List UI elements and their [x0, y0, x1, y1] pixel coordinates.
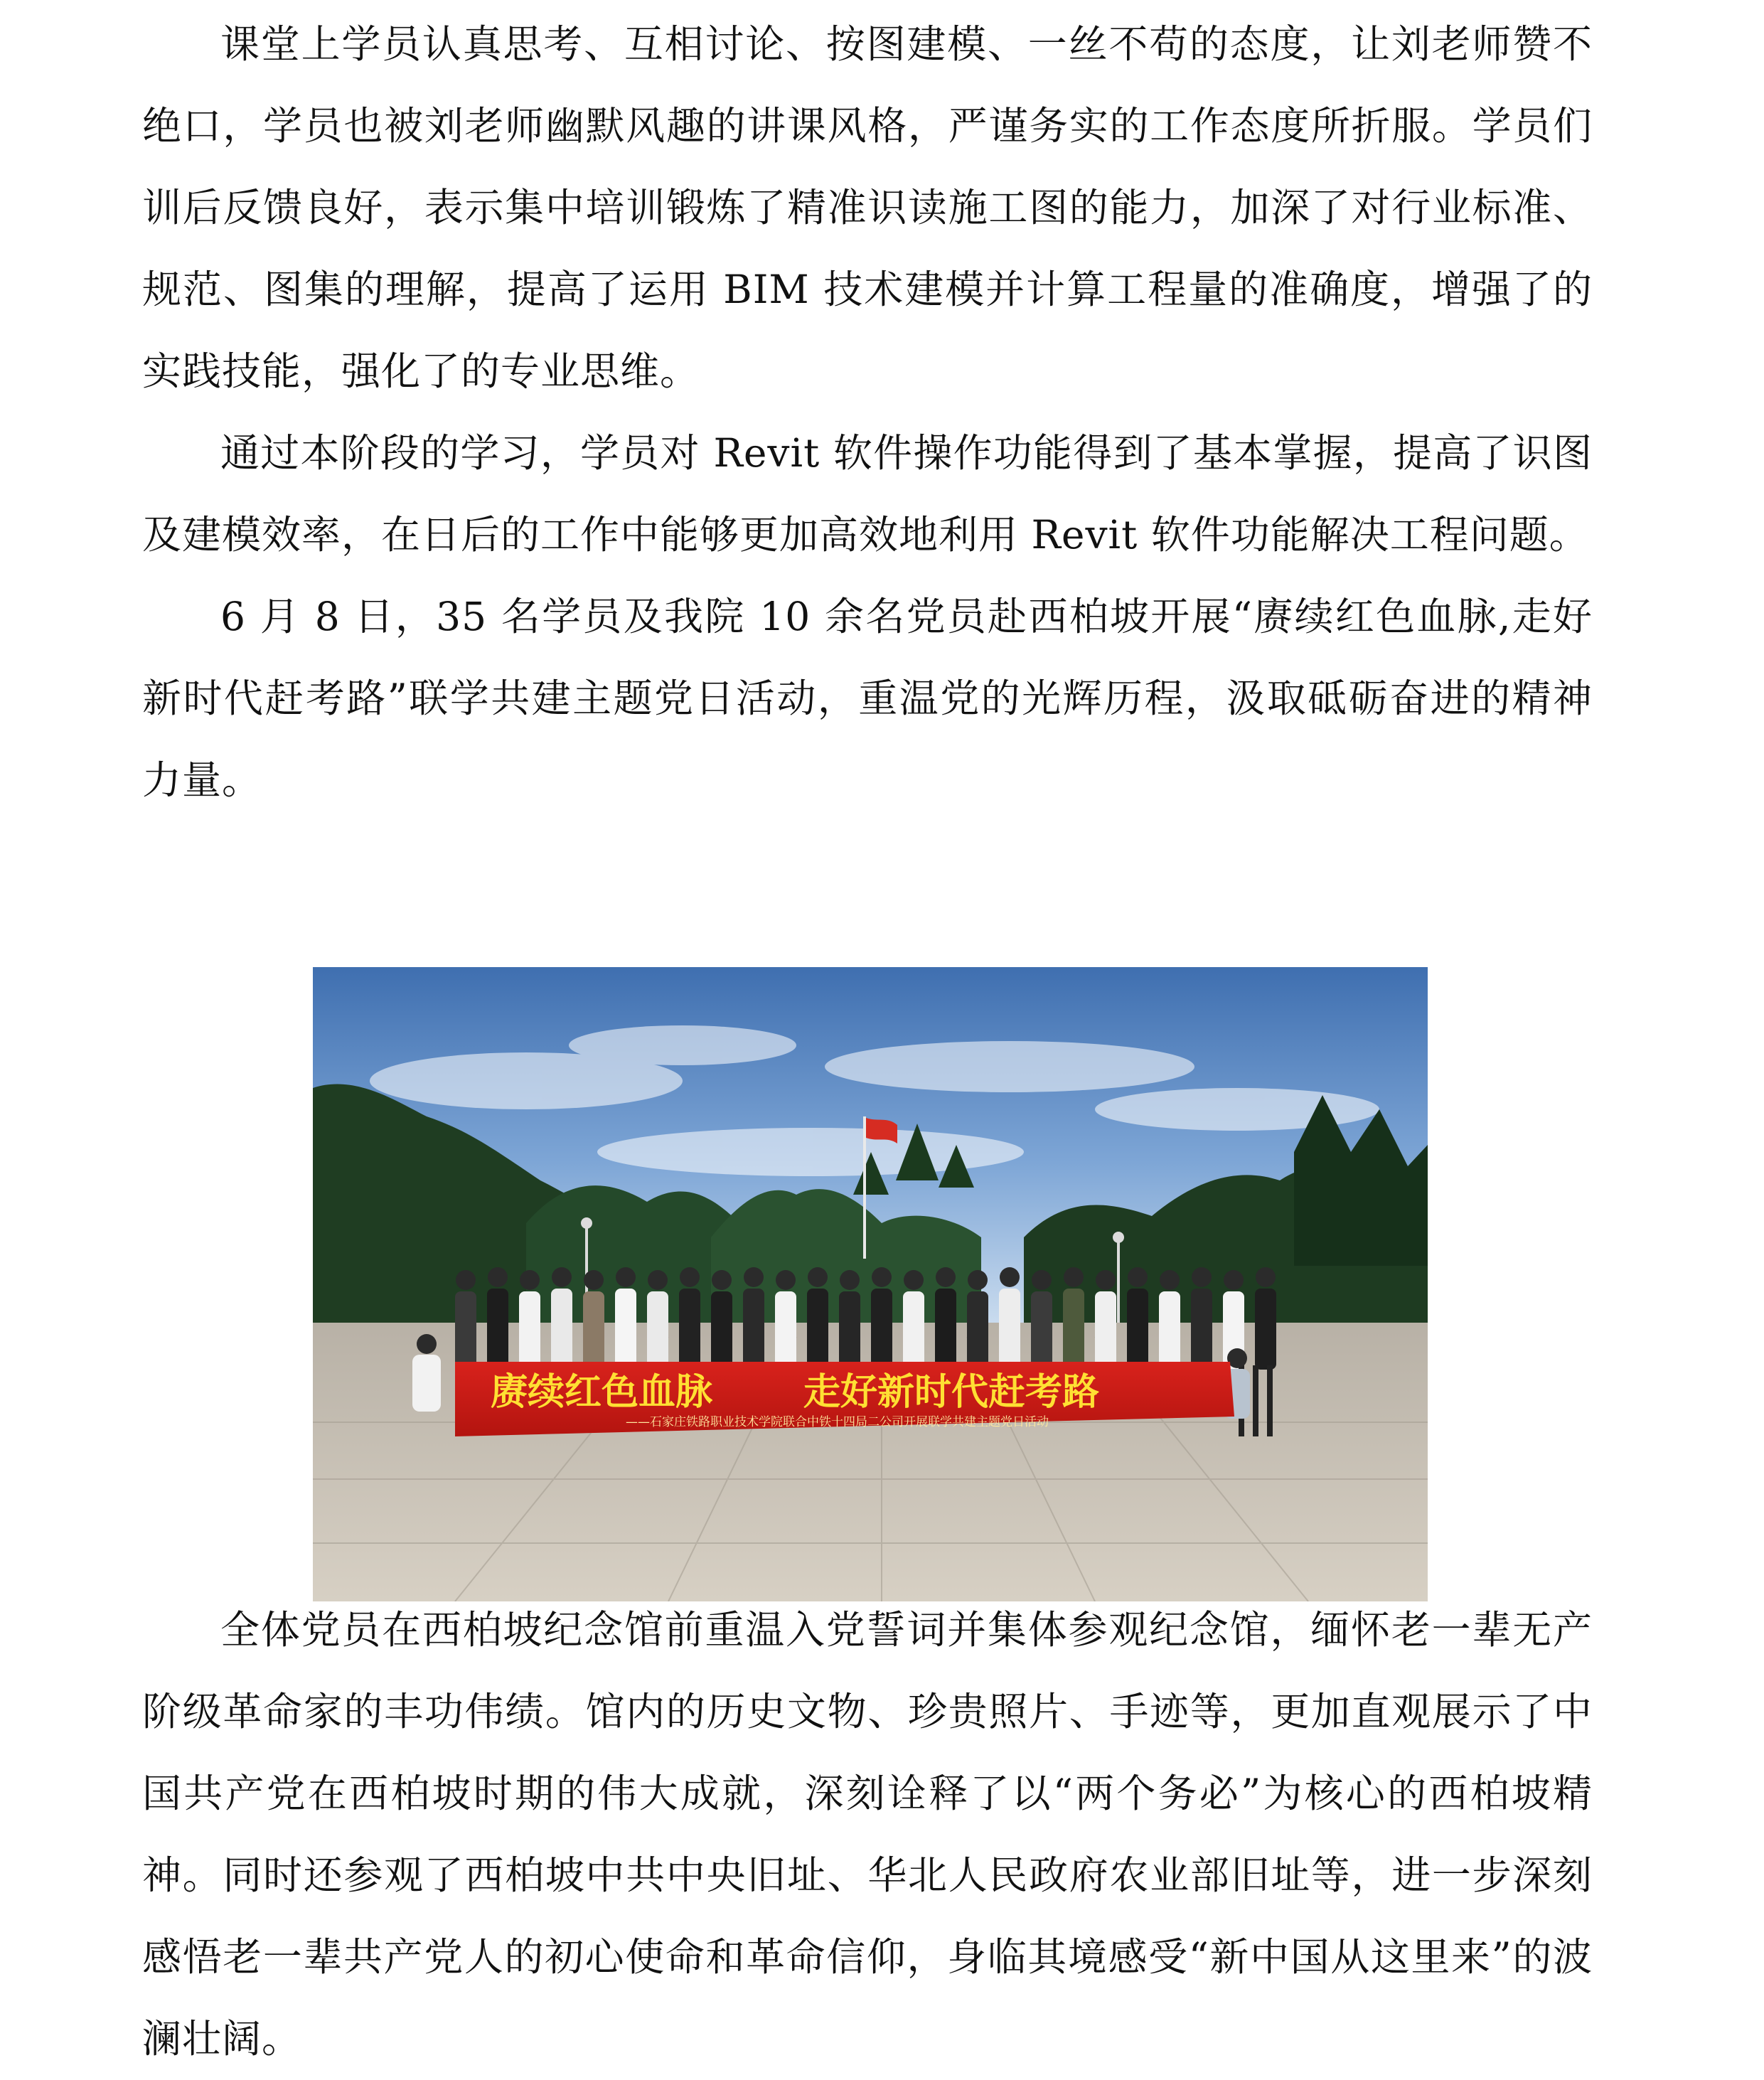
- paragraph-xibaipo-activity: 6 月 8 日，35 名学员及我院 10 余名党员赴西柏坡开展“赓续红色血脉,走好新时代赶考路”联学共建主题党日活动，重温党的光辉历程，汲取砥砺奋进的精神力量。: [142, 594, 1593, 803]
- text-section-bottom: [142, 1589, 1593, 2080]
- banner-subtitle: ——石家庄铁路职业技术学院联合中铁十四局二公司开展联学共建主题党日活动: [626, 1415, 1049, 1429]
- group-photo-illustration: [313, 967, 1428, 1601]
- text-section-top: [142, 4, 1593, 821]
- paragraph-revit-learning: 通过本阶段的学习，学员对 Revit 软件操作功能得到了基本掌握，提高了识图及建模效率，在日后的工作中能够更加高效地利用 Revit 软件功能解决工程问题。: [142, 430, 1593, 558]
- paragraph-memorial-visit: 全体党员在西柏坡纪念馆前重温入党誓词并集体参观纪念馆，缅怀老一辈无产阶级革命家的丰功伟绩。馆内的历史文物、珍贵照片、手迹等，更加直观展示了中国共产党在西柏坡时期的伟大成就，深刻诠释了以“两个务必”为核心的西柏坡精神。同时还参观了西柏坡中共中央旧址、华北人民政府农业部旧址等，进一步深刻感悟老一辈共产党人的初心使命和革命信仰，身临其境感受“新中国从这里来”的波澜壮阔。: [142, 1607, 1593, 2062]
- flag-pole: [863, 1116, 866, 1259]
- paragraph-class-feedback: 课堂上学员认真思考、互相讨论、按图建模、一丝不苟的态度，让刘老师赞不绝口，学员也被刘老师幽默风趣的讲课风格，严谨务实的工作态度所折服。学员们训后反馈良好，表示集中培训锻炼了精准识读施工图的能力，加深了对行业标准、规范、图集的理解，提高了运用 BIM 技术建模并计算工程量的准确度，增强了的实践技能，强化了的专业思维。: [142, 21, 1593, 394]
- group-photo: [313, 967, 1428, 1601]
- banner-main-left: 赓续红色血脉: [491, 1371, 713, 1414]
- banner-main-right: 走好新时代赶考路: [803, 1371, 1100, 1414]
